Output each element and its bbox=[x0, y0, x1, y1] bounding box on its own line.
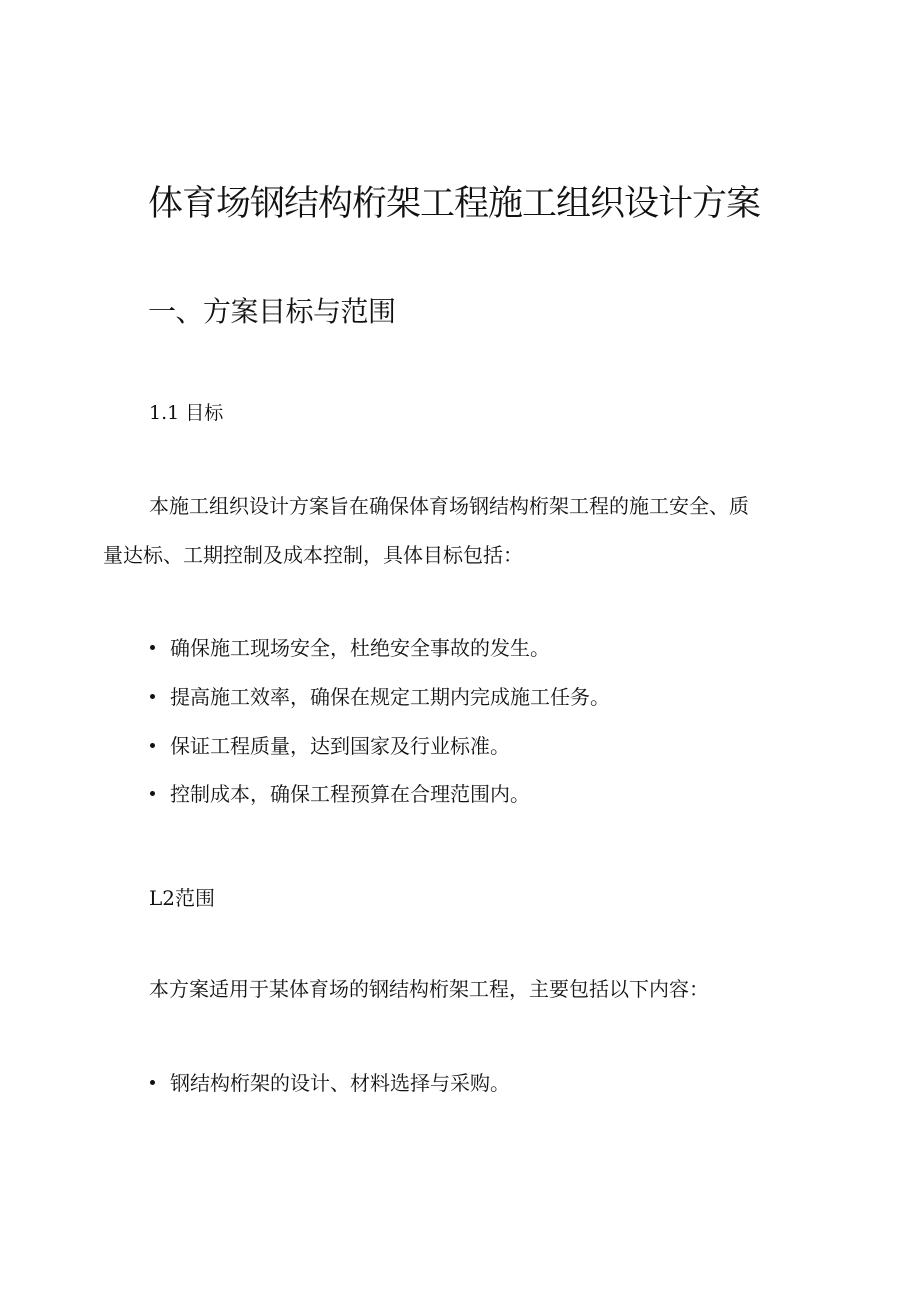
list-item-text: 保证工程质量，达到国家及行业标准。 bbox=[170, 734, 510, 758]
subsection-heading-1-2: L2范围 bbox=[149, 886, 216, 910]
list-item bbox=[150, 1067, 510, 1096]
paragraph-goal-line-1: 本施工组织设计方案旨在确保体育场钢结构桁架工程的施工安全、质 bbox=[149, 494, 749, 518]
bullet-icon bbox=[150, 743, 155, 748]
section-heading-1: 一、方案目标与范围 bbox=[148, 295, 396, 328]
paragraph-goal-line-2: 量达标、工期控制及成本控制，具体目标包括： bbox=[103, 543, 523, 567]
document-title: 体育场钢结构桁架工程施工组织设计方案 bbox=[148, 184, 761, 224]
list-item bbox=[150, 632, 550, 661]
list-item-text: 提高施工效率，确保在规定工期内完成施工任务。 bbox=[170, 685, 610, 709]
list-item bbox=[150, 681, 610, 710]
list-item bbox=[150, 730, 510, 759]
paragraph-scope: 本方案适用于某体育场的钢结构桁架工程，主要包括以下内容： bbox=[149, 977, 709, 1001]
subsection-heading-1-1: 1.1 目标 bbox=[149, 402, 224, 424]
list-item-text: 控制成本，确保工程预算在合理范围内。 bbox=[170, 782, 530, 806]
bullet-icon bbox=[150, 694, 155, 699]
bullet-icon bbox=[150, 791, 155, 796]
list-item-text: 确保施工现场安全，杜绝安全事故的发生。 bbox=[170, 636, 550, 660]
list-item bbox=[150, 778, 530, 807]
bullet-icon bbox=[150, 1080, 155, 1085]
bullet-icon bbox=[150, 645, 155, 650]
list-item-text: 钢结构桁架的设计、材料选择与采购。 bbox=[170, 1071, 510, 1095]
